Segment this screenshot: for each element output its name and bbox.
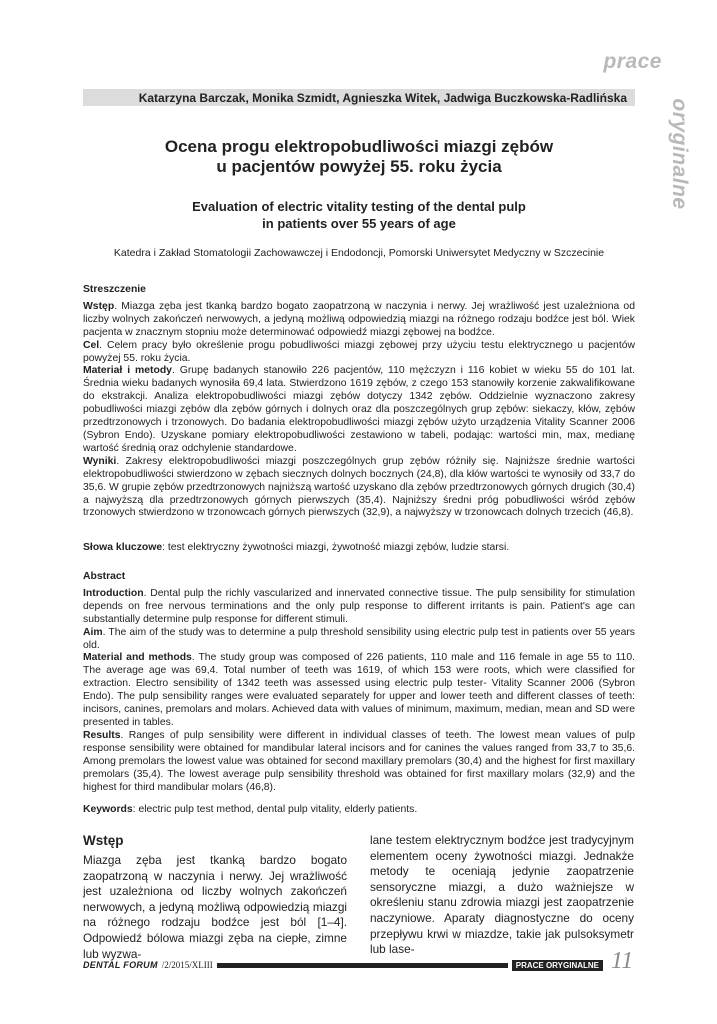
text: . Zakresy elektropobudliwości miazgi poszczególnych grup zębów różniły się. Najniższe średnie wartości elektropobudliwości stwierdzono w zębach siecznych dolnych bocznych (24,8), dla kłów wartości te wynosiły od 33,7 do 35,6. W grupie zębów przedtrzonowych najniższą wartość uzyskano dla zębów przedtrzonowych górnych drugich (30,4) a najwyższą dla przedtrzonowych górnych pierwszych (35,4). Najniższy średni próg pobudliwości wśród zębów trzonowych stwierdzono w trzonowcach górnych pierwszych (32,9), a najwyższy w trzonowcach dolnych trzecich (46,8). bbox=[83, 455, 635, 519]
body-column-right bbox=[370, 833, 634, 958]
title-polish-line2: u pacjentów powyżej 55. roku życia bbox=[216, 157, 502, 176]
keywords bbox=[83, 803, 635, 816]
slowa-kluczowe bbox=[83, 541, 635, 554]
journal-issue: /2/2015/XLIII bbox=[161, 960, 213, 970]
text: . The study group was composed of 226 patients, 110 male and 116 female in age 55 to 110. The average age was 69,4. Total number of teeth was 1619, of which 153 were roots, which were classified for extraction. Electro sensibility of 1342 teeth was assessed using electric pulp tester- Vitality Scanner 2006 (Sybron Endo). The pulp sensibility ranges were evaluated separately for upper and lower teeth and different classes of teeth: incisors, canines, premolars and molars. Achieved data with values of minimum, maximum, median, mean and SD were presented in tables. bbox=[83, 652, 635, 728]
body-paragraph: Miazga zęba jest tkanką bardzo bogato zaopatrzoną w naczynia i nerwy. Jej wrażliwość jest uzależniona od liczby wolnych zakończeń nerwowych, a jedyną możliwą odpowiedzią miazgi na różnego rodzaju bodźce jest ból [1–4]. Odpowiedź bólowa miazgi zęba na ciepłe, zimne lub wyzwa- bbox=[83, 853, 347, 961]
text: . The aim of the study was to determine a pulp threshold sensibility using electric pulp test in patients over 55 years old. bbox=[83, 626, 635, 651]
streszczenie-heading: Streszczenie bbox=[83, 284, 146, 295]
body-paragraph: lane testem elektrycznym bodźce jest tradycyjnym elementem oceny żywotności miazgi. Jednakże metody te oceniają jedynie zaopatrzenie sensoryczne miazgi, a dużo ważniejsze w określeniu stanu zdrowia miazgi jest zaopatrzenie naczyniowe. Aparaty diagnostyczne do oceny przepływu krwi w miazdze, takie jak pulsoksymetr lub lase- bbox=[370, 833, 634, 957]
abstract bbox=[83, 571, 635, 794]
title-english bbox=[83, 198, 635, 232]
abstract-introduction bbox=[83, 588, 635, 627]
label: Słowa kluczowe bbox=[83, 542, 163, 553]
section-tab-label: prace bbox=[603, 50, 662, 73]
streszczenie-cel bbox=[83, 340, 635, 366]
label: Wyniki bbox=[83, 455, 117, 467]
streszczenie-material bbox=[83, 365, 635, 455]
title-polish-line1: Ocena progu elektropobudliwości miazgi zębów bbox=[164, 137, 554, 156]
label: Introduction bbox=[83, 587, 144, 599]
section-heading: Wstęp bbox=[83, 833, 124, 848]
abstract-heading: Abstract bbox=[83, 571, 126, 582]
abstract-aim bbox=[83, 627, 635, 653]
label: Results bbox=[83, 729, 121, 741]
text: . Celem pracy było określenie progu pobudliwości miazgi zębowej przy użyciu testu elektrycznego u pacjentów powyżej 55. roku życia. bbox=[83, 339, 635, 364]
abstract-methods bbox=[83, 652, 635, 729]
label: Aim bbox=[83, 626, 103, 638]
text: . Miazga zęba jest tkanką bardzo bogato zaopatrzoną w naczynia i nerwy. Jej wrażliwość jest uzależniona od liczby wolnych zakończeń nerwowych, a jedyną możliwą odpowiedzią miazgi na różnego rodzaju bodźce jest ból. Wiek pacjenta w znacznym stopniu może determinować odpowiedź miazgi zębowej na bodźce. bbox=[83, 300, 635, 338]
text: : test elektryczny żywotności miazgi, żywotność miazgi zębów, ludzie starsi. bbox=[162, 542, 510, 553]
title-english-line1: Evaluation of electric vitality testing of the dental pulp bbox=[192, 199, 526, 214]
text: . Grupę badanych stanowiło 226 pacjentów, 110 mężczyzn i 116 kobiet w wieku 55 do 101 lat. Średnia wieku badanych wynosiła 69,4 lata. Stwierdzono 1619 zębów, z czego 153 stanowiły korzenie zakwalifikowane do ekstrakcji. Analiza elektropobudliwości miazgi zębów dotyczy 1342 zębów. Oddzielnie wyznaczono zakresy pobudliwości miazgi zębów dla zębów górnych i dolnych oraz dla poszczególnych grup zębów: siekaczy, kłów, zębów przedtrzonowych i trzonowych. Do badania elektropobudliwości miazgi zębów użyto urządzenia Vitality Scanner 2006 (Sybron Endo). Uzyskane pomiary elektropobudliwości zestawiono w tabeli, podając: wartości min, max, medianę wartość średnią oraz odchylenie standardowe. bbox=[83, 365, 635, 454]
section-tab-label-vertical: oryginalne bbox=[668, 98, 691, 210]
streszczenie bbox=[83, 284, 635, 520]
abstract-results bbox=[83, 730, 635, 795]
text: . Dental pulp the richly vascularized and innervated connective tissue. The pulp sensibility for stimulation depends on free nervous terminations and the only pulp response to different irritants is pain. Patient's age can substantially determine pulp response for different stimuli. bbox=[83, 587, 635, 625]
title-english-line2: in patients over 55 years of age bbox=[262, 216, 456, 231]
label: Cel bbox=[83, 339, 100, 351]
label: Keywords bbox=[83, 804, 133, 815]
text: . Ranges of pulp sensibility were different in individual classes of teeth. The lowest mean values of pulp response sensibility were obtained for mandibular lateral incisors and for canines the values ranged from 33,7 to 35,6. Among premolars the lowest value was obtained for second maxillary premolars (30,4) and the highest for first maxillary premolars (35,4). The lowest average pulp sensibility threshold was obtained for first maxillary molars (32,9) and the highest for third mandibular molars (46,8). bbox=[83, 729, 635, 793]
body-column-left bbox=[83, 833, 347, 962]
streszczenie-wstep bbox=[83, 301, 635, 340]
authors: Katarzyna Barczak, Monika Szmidt, Agnieszka Witek, Jadwiga Buczkowska-Radlińska bbox=[138, 90, 627, 105]
streszczenie-wyniki bbox=[83, 456, 635, 521]
authors-bar bbox=[83, 89, 635, 106]
label: Materiał i metody bbox=[83, 365, 172, 377]
footer-rule bbox=[217, 963, 508, 968]
journal-brand: DENTAL FORUM bbox=[83, 960, 158, 970]
footer-section: PRACE ORYGINALNE bbox=[512, 960, 603, 971]
affiliation: Katedra i Zakład Stomatologii Zachowawczej i Endodoncji, Pomorski Uniwersytet Medyczny w Szczecinie bbox=[113, 247, 605, 259]
label: Material and methods bbox=[83, 652, 192, 664]
title-polish bbox=[83, 137, 635, 177]
page-number: 11 bbox=[611, 948, 634, 974]
label: Wstęp bbox=[83, 300, 115, 312]
page-footer bbox=[83, 958, 603, 972]
text: : electric pulp test method, dental pulp vitality, elderly patients. bbox=[132, 804, 418, 815]
